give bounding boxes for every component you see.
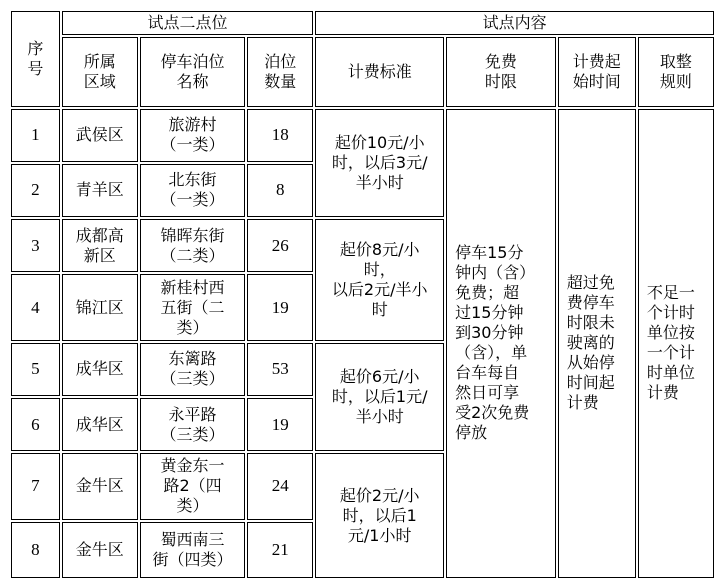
free-period-rule: 停车15分 钟内（含） 免费；超 过15分钟 到30分钟 （含），单 台车每自 然日可享 受2次免费 停放 (446, 109, 556, 579)
row-site-name: 锦晖东街 （二类） (140, 219, 246, 272)
row-site-name: 北东街 （一类） (140, 164, 246, 217)
row-site-name: 蜀西南三 街（四类） (140, 522, 246, 578)
row-site-name: 旅游村 （一类） (140, 109, 246, 162)
standard-tier-4: 起价2元/小 时，以后1 元/1小时 (315, 453, 444, 578)
rounding-rule: 不足一 个计时 单位按 一个计 时单位 计费 (638, 109, 714, 579)
row-district: 金牛区 (62, 453, 138, 519)
row-count: 18 (247, 109, 313, 162)
row-site-name: 新桂村西 五街（二 类） (140, 274, 246, 340)
header-group-content: 试点内容 (315, 11, 714, 35)
row-seq: 5 (11, 343, 60, 396)
row-seq: 6 (11, 398, 60, 451)
row-site-name: 东篱路 （三类） (140, 343, 246, 396)
header-count: 泊位 数量 (247, 37, 313, 106)
row-district: 成都高 新区 (62, 219, 138, 272)
row-seq: 3 (11, 219, 60, 272)
header-group-points: 试点二点位 (62, 11, 314, 35)
row-district: 金牛区 (62, 522, 138, 578)
row-seq: 2 (11, 164, 60, 217)
header-free-period: 免费 时限 (446, 37, 556, 106)
row-seq: 1 (11, 109, 60, 162)
row-count: 8 (247, 164, 313, 217)
row-count: 26 (247, 219, 313, 272)
header-rounding: 取整 规则 (638, 37, 714, 106)
row-count: 19 (247, 398, 313, 451)
standard-tier-2: 起价8元/小 时， 以后2元/半小 时 (315, 219, 444, 341)
header-seq: 序 号 (11, 11, 60, 107)
row-count: 53 (247, 343, 313, 396)
row-seq: 8 (11, 522, 60, 578)
row-district: 成华区 (62, 398, 138, 451)
row-seq: 4 (11, 274, 60, 340)
row-district: 青羊区 (62, 164, 138, 217)
row-district: 武侯区 (62, 109, 138, 162)
header-site-name: 停车泊位 名称 (140, 37, 246, 106)
row-district: 锦江区 (62, 274, 138, 340)
row-district: 成华区 (62, 343, 138, 396)
start-time-rule: 超过免 费停车 时限未 驶离的 从始停 时间起 计费 (558, 109, 636, 579)
parking-pricing-table (9, 9, 716, 580)
standard-tier-3: 起价6元/小 时，以后1元/ 半小时 (315, 343, 444, 452)
row-seq: 7 (11, 453, 60, 519)
row-count: 19 (247, 274, 313, 340)
row-site-name: 永平路 （三类） (140, 398, 246, 451)
row-site-name: 黄金东一 路2（四 类） (140, 453, 246, 519)
header-start-time: 计费起 始时间 (558, 37, 636, 106)
header-district: 所属 区域 (62, 37, 138, 106)
header-standard: 计费标准 (315, 37, 444, 106)
standard-tier-1: 起价10元/小 时，以后3元/ 半小时 (315, 109, 444, 218)
row-count: 21 (247, 522, 313, 578)
row-count: 24 (247, 453, 313, 519)
